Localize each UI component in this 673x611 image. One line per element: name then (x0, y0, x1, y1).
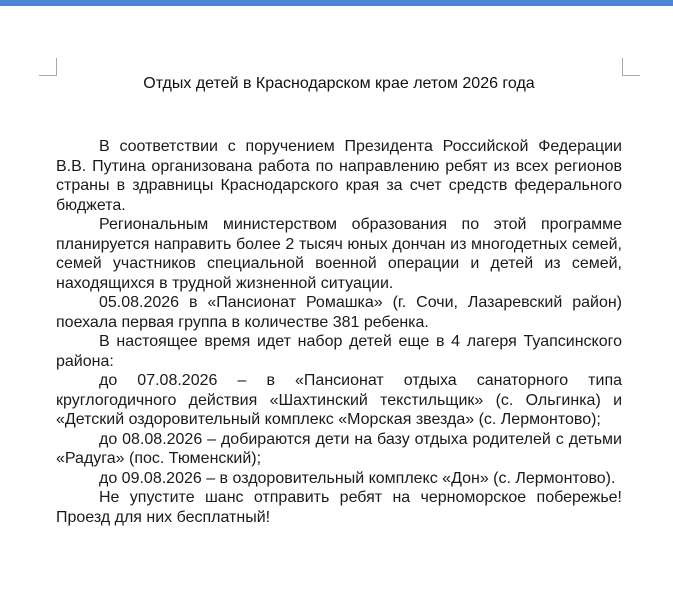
paragraph-first-group: 05.08.2026 в «Пансионат Ромашка» (г. Сочи, Лазаревский район) поехала первая группа в количестве 381 ребенка. (56, 294, 622, 331)
margin-mark-top-left (39, 58, 57, 76)
document-title: Отдых детей в Краснодарском крае летом 2026 года (143, 75, 535, 92)
paragraph-closing-call: Не упустите шанс отправить ребят на черноморское побережье! Проезд для них бесплатный! (56, 489, 622, 526)
paragraph-deadline-0708: до 07.08.2026 – в «Пансионат отдыха санаторного типа круглогодичного действия «Шахтинский текстильщик» (с. Ольгинка) и «Детский оздоровительный комплекс «Морская звезда» (с. Лермонтово); (56, 372, 622, 428)
paragraph-presidential-order: В соответствии с поручением Президента Российской Федерации В.В. Путина организована работа по направлению ребят из всех регионов страны в здравницы Краснодарского края за счет средств федерального бюджета. (56, 138, 622, 214)
paragraph-enrollment: В настоящее время идет набор детей еще в 4 лагеря Туапсинского района: (56, 333, 622, 370)
document-body (56, 137, 622, 527)
document-page[interactable] (0, 6, 673, 611)
paragraph-deadline-0908: до 09.08.2026 – в оздоровительный комплекс «Дон» (с. Лермонтово). (99, 469, 616, 487)
margin-mark-top-right (622, 58, 640, 76)
paragraph-ministry-plan: Региональным министерством образования по этой программе планируется направить более 2 тысяч юных дончан из многодетных семей, семей участников специальной военной операции и детей из семей, находящихся в трудной жизненной ситуации. (56, 216, 622, 292)
paragraph-deadline-0808: до 08.08.2026 – добираются дети на базу отдыха родителей с детьми «Радуга» (пос. Тюменский); (56, 430, 622, 467)
